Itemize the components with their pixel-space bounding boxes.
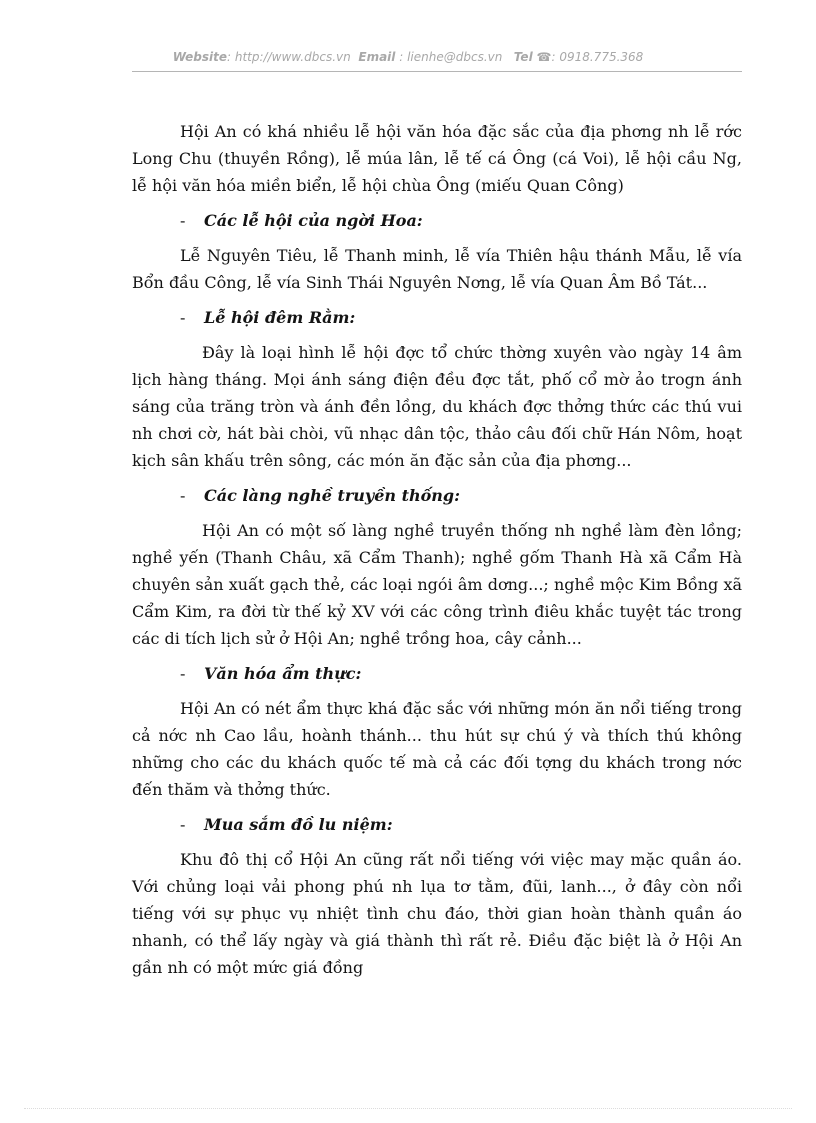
paragraph: Khu đô thị cổ Hội An cũng rất nổi tiếng với việc may mặc quần áo. Với chủng loại vải phong phú nh lụa tơ tằm, đũi, lanh..., ở đây còn nổi tiếng với sự phục vụ nhiệt tình chu đáo, thời gian hoàn thành quần áo nhanh, có thể lấy ngày và giá thành thì rất rẻ. Điều đặc biệt là ở Hội An gần nh có một mức giá đồng	[132, 850, 742, 977]
email-label: Email	[358, 50, 396, 64]
header-rule	[132, 71, 742, 72]
tel-label: Tel	[513, 50, 533, 64]
section-heading	[180, 482, 742, 509]
footer-dotted-line	[24, 1108, 792, 1109]
section-heading	[180, 811, 742, 838]
heading-dash: -	[180, 308, 186, 327]
heading-text: Văn hóa ẩm thực:	[204, 664, 362, 683]
heading-dash: -	[180, 211, 186, 230]
heading-dash: -	[180, 815, 186, 834]
website-label: Website	[172, 50, 228, 64]
website-value: : http://www.dbcs.vn	[227, 50, 351, 64]
section-heading	[180, 207, 742, 234]
section-heading	[180, 304, 742, 331]
page-header	[0, 50, 816, 64]
paragraph: Hội An có khá nhiều lễ hội văn hóa đặc sắc của địa phơng nh lễ rớc Long Chu (thuyền Rồng), lễ múa lân, lễ tế cá Ông (cá Voi), lễ hội cầu Ng, lễ hội văn hóa miền biển, lễ hội chùa Ông (miếu Quan Công)	[132, 122, 742, 195]
tel-value: : 0918.775.368	[551, 50, 644, 64]
heading-dash: -	[180, 664, 186, 683]
heading-text: Các lễ hội của ngời Hoa:	[204, 211, 423, 230]
heading-text: Các làng nghề truyền thống:	[204, 486, 461, 505]
document-body	[132, 118, 742, 989]
phone-icon: ☎	[536, 50, 552, 64]
paragraph: Lễ Nguyên Tiêu, lễ Thanh minh, lễ vía Thiên hậu thánh Mẫu, lễ vía Bổn đầu Công, lễ vía Sinh Thái Nguyên Nơng, lễ vía Quan Âm Bồ Tát...	[132, 246, 742, 292]
paragraph: Hội An có một số làng nghề truyền thống nh nghề làm đèn lồng; nghề yến (Thanh Châu, xã Cẩm Thanh); nghề gốm Thanh Hà xã Cẩm Hà chuyên sản xuất gạch thẻ, các loại ngói âm dơng...; nghề mộc Kim Bồng xã Cẩm Kim, ra đời từ thế kỷ XV với các công trình điêu khắc tuyệt tác trong các di tích lịch sử ở Hội An; nghề trồng hoa, cây cảnh...	[132, 521, 742, 648]
email-value: : lienhe@dbcs.vn	[399, 50, 503, 64]
heading-text: Mua sắm đồ lu niệm:	[204, 815, 393, 834]
heading-dash: -	[180, 486, 186, 505]
paragraph: Hội An có nét ẩm thực khá đặc sắc với những món ăn nổi tiếng trong cả nớc nh Cao lầu, hoành thánh... thu hút sự chú ý và thích thú không những cho các du khách quốc tế mà cả các đối tợng du khách trong nớc đến thăm và thởng thức.	[132, 699, 742, 799]
heading-text: Lễ hội đêm Rằm:	[204, 308, 356, 327]
paragraph: Đây là loại hình lễ hội đợc tổ chức thờng xuyên vào ngày 14 âm lịch hàng tháng. Mọi ánh sáng điện đều đợc tắt, phố cổ mờ ảo trogn ánh sáng của trăng tròn và ánh đền lồng, du khách đợc thởng thức các thú vui nh chơi cờ, hát bài chòi, vũ nhạc dân tộc, thảo câu đối chữ Hán Nôm, hoạt kịch sân khấu trên sông, các món ăn đặc sản của địa phơng...	[132, 343, 742, 470]
section-heading	[180, 660, 742, 687]
